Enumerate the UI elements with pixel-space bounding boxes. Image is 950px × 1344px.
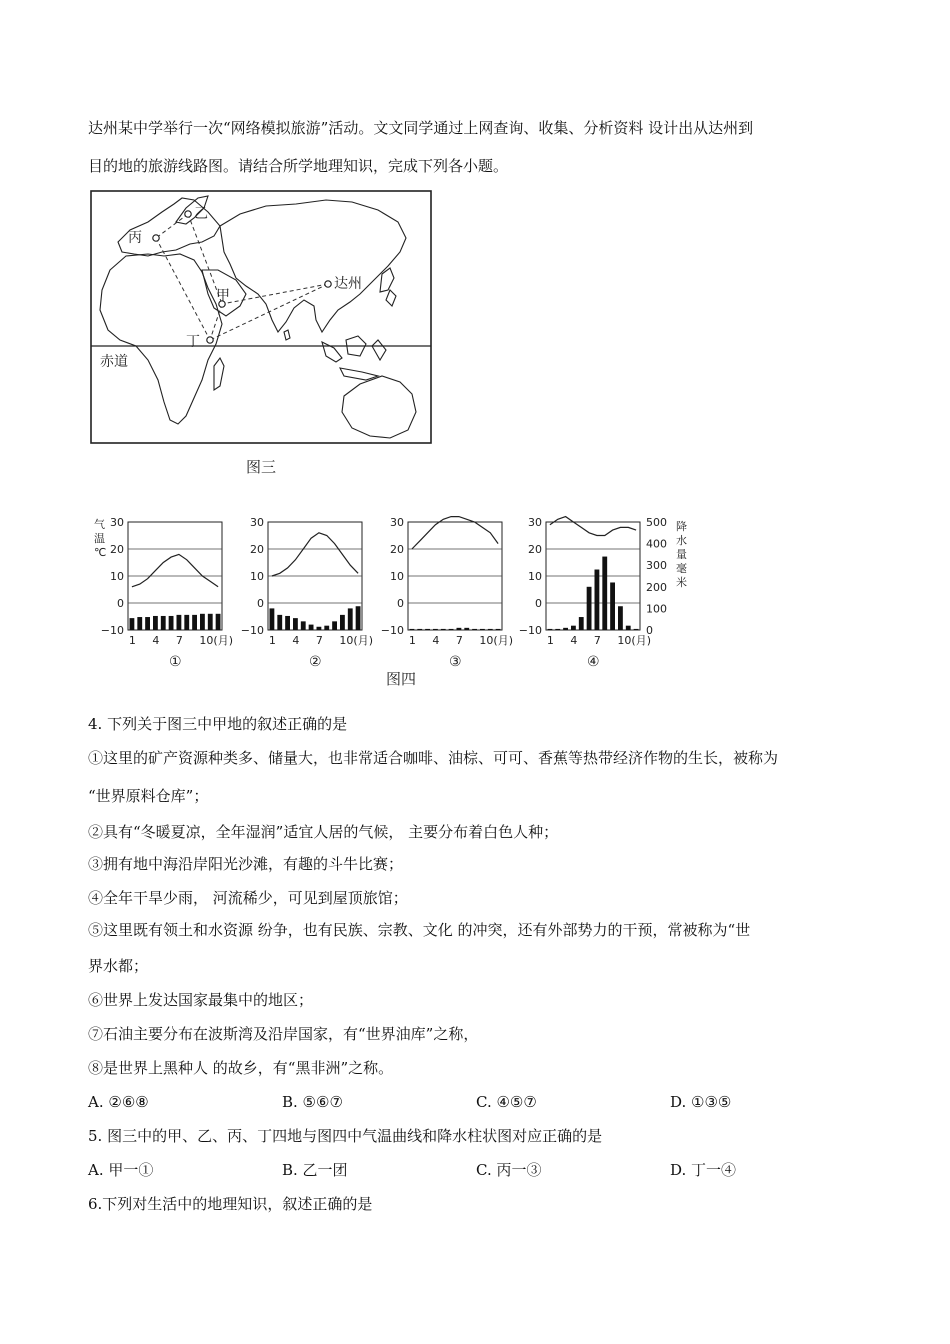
precip-axis-label-char: 降 <box>676 520 687 533</box>
q4-statement-4: ④全年干旱少雨， 河流稀少，可见到屋顶旅馆； <box>88 889 408 907</box>
precip-bar <box>472 629 477 630</box>
precip-bar <box>340 615 345 630</box>
temp-tick-label: 0 <box>535 597 542 610</box>
temp-tick-label: −10 <box>380 624 404 637</box>
q4-statement-8: ⑧是世界上黑种人 的故乡，有“黑非洲”之称。 <box>88 1059 394 1077</box>
temp-tick-label: 0 <box>257 597 264 610</box>
temp-tick-label: 0 <box>117 597 124 610</box>
month-tick-label: 7 <box>593 634 601 647</box>
precip-bar <box>425 629 430 630</box>
temp-tick-label: 30 <box>250 516 264 529</box>
month-tick-label: 1 <box>408 634 416 647</box>
temp-tick-label: 20 <box>250 543 264 556</box>
month-tick-label: 7 <box>315 634 323 647</box>
q4-statement-6: ⑥世界上发达国家最集中的地区； <box>88 991 314 1009</box>
precip-bar <box>449 629 454 630</box>
precip-bar <box>184 615 189 630</box>
q5-option-b[interactable]: B. 乙一团 <box>282 1161 348 1179</box>
temp-tick-label: 20 <box>390 543 404 556</box>
map-caption: 图三 <box>246 458 277 476</box>
q4-statement-2: ②具有“冬暖夏凉，全年湿润”适宜人居的气候， 主要分布着白色人种； <box>88 823 559 841</box>
intro-line-1: 达州某中学举行一次“网络模拟旅游”活动。文文同学通过上网查询、收集、分析资料 设计出从达州到 <box>88 119 754 137</box>
label-ding: 丁 <box>186 334 200 350</box>
month-tick-label: 4 <box>152 634 160 647</box>
q4-option-d[interactable]: D. ①③⑤ <box>670 1093 732 1111</box>
label-bing: 丙 <box>128 230 142 246</box>
month-tick-label: 1 <box>546 634 554 647</box>
precip-bar <box>169 616 174 630</box>
precip-bar <box>208 614 213 630</box>
precip-bar <box>301 621 306 630</box>
temp-tick-label: 20 <box>528 543 542 556</box>
precip-bar <box>618 606 623 630</box>
precip-bar <box>634 629 639 630</box>
precip-bar <box>602 557 607 630</box>
precip-bar <box>464 628 469 630</box>
precip-bar <box>293 618 298 630</box>
y-axis-label-char: ℃ <box>94 546 107 559</box>
temp-tick-label: −10 <box>240 624 264 637</box>
q4-statement-1a: ①这里的矿产资源种类多、储量大，也非常适合咖啡、油棕、可可、香蕉等热带经济作物的生长，被称为 <box>88 749 779 767</box>
precip-bar <box>548 629 553 630</box>
temp-tick-label: −10 <box>518 624 542 637</box>
precip-bar <box>216 614 221 630</box>
precip-bar <box>410 629 415 630</box>
label-yi: 乙 <box>194 206 208 222</box>
temperature-curve <box>132 554 218 586</box>
label-jia: 甲 <box>216 288 230 304</box>
location-yi-marker <box>185 211 191 217</box>
precip-bar <box>571 626 576 630</box>
precip-bar <box>348 608 353 630</box>
precip-bar <box>457 628 462 630</box>
temperature-curve <box>412 517 498 549</box>
temp-tick-label: 0 <box>397 597 404 610</box>
month-tick-label: 1 <box>128 634 136 647</box>
panel-label-2: ② <box>309 654 322 668</box>
precip-bar <box>587 587 592 630</box>
precip-bar <box>192 615 197 630</box>
panel-label-3: ③ <box>449 654 462 668</box>
q5-option-d[interactable]: D. 丁一④ <box>670 1161 737 1179</box>
precip-bar <box>309 625 314 630</box>
q4-statement-5a: ⑤这里既有领土和水资源 纷争，也有民族、宗教、文化 的冲突，还有外部势力的干预，常被称为“世 <box>88 921 751 939</box>
precip-bar <box>433 629 438 630</box>
month-tick-label: 7 <box>175 634 183 647</box>
q4-statement-3: ③拥有地中海沿岸阳光沙滩，有趣的斗牛比赛； <box>88 855 404 873</box>
precip-tick-label: 200 <box>646 580 667 594</box>
precip-bar <box>277 615 282 630</box>
q4-option-b[interactable]: B. ⑤⑥⑦ <box>282 1093 343 1111</box>
precip-tick-label: 500 <box>646 516 667 529</box>
intro-line-2: 目的地的旅游线路图。请结合所学地理知识，完成下列各小题。 <box>88 157 509 175</box>
world-map-figure <box>90 190 432 444</box>
y-axis-label-char: 温 <box>94 532 105 545</box>
q4-statement-5b: 界水都； <box>88 957 149 975</box>
precip-tick-label: 0 <box>646 624 653 637</box>
precip-bar <box>417 629 422 630</box>
precip-bar <box>145 617 150 630</box>
temperature-curve <box>272 533 358 576</box>
climate-caption: 图四 <box>386 670 417 688</box>
label-dazhou: 达州 <box>334 276 362 292</box>
location-bing-marker <box>153 235 159 241</box>
temp-tick-label: 10 <box>250 570 264 583</box>
precip-bar <box>177 615 182 630</box>
precip-bar <box>579 617 584 630</box>
month-tick-label: 1 <box>268 634 276 647</box>
precip-bar <box>324 626 329 630</box>
precip-axis-label-char: 毫 <box>676 562 687 575</box>
temperature-curve <box>550 517 636 536</box>
temp-tick-label: 30 <box>110 516 124 529</box>
precip-bar <box>595 570 600 630</box>
panel-label-4: ④ <box>587 654 600 668</box>
climate-charts-figure <box>88 508 728 668</box>
precip-axis-label-char: 量 <box>676 548 687 561</box>
q6-stem: 6.下列对生活中的地理知识，叙述正确的是 <box>88 1195 373 1213</box>
y-axis-label-char: 气 <box>94 518 105 531</box>
precip-bar <box>270 608 275 630</box>
location-ding-marker <box>207 337 213 343</box>
temp-tick-label: −10 <box>100 624 124 637</box>
q4-option-a[interactable]: A. ②⑥⑧ <box>88 1093 149 1111</box>
precip-bar <box>137 617 142 630</box>
precip-bar <box>161 616 166 630</box>
precip-bar <box>626 626 631 630</box>
month-tick-label: 10(月) <box>339 634 374 647</box>
precip-axis-label-char: 水 <box>676 534 687 547</box>
q4-statement-7: ⑦石油主要分布在波斯湾及沿岸国家，有“世界油库”之称， <box>88 1025 479 1043</box>
q4-stem: 4. 下列关于图三中甲地的叙述正确的是 <box>88 715 348 733</box>
month-tick-label: 4 <box>570 634 578 647</box>
precip-bar <box>488 629 493 630</box>
precip-tick-label: 300 <box>646 559 667 573</box>
panel-label-1: ① <box>169 654 182 668</box>
precip-bar <box>200 614 205 630</box>
q5-option-a[interactable]: A. 甲一① <box>88 1161 154 1179</box>
precip-bar <box>356 606 361 630</box>
month-tick-label: 10(月) <box>199 634 234 647</box>
precip-bar <box>496 629 501 630</box>
temp-tick-label: 10 <box>110 570 124 583</box>
precip-tick-label: 400 <box>646 537 667 551</box>
temp-tick-label: 30 <box>528 516 542 529</box>
location-dazhou-marker <box>325 281 331 287</box>
precip-bar <box>130 618 135 630</box>
precip-bar <box>555 629 560 630</box>
temp-tick-label: 10 <box>390 570 404 583</box>
precip-bar <box>332 621 337 630</box>
precip-bar <box>610 582 615 630</box>
temp-tick-label: 10 <box>528 570 542 583</box>
precip-bar <box>317 627 322 630</box>
month-tick-label: 4 <box>292 634 300 647</box>
label-equator: 赤道 <box>100 354 128 370</box>
precip-tick-label: 100 <box>646 602 667 616</box>
precip-bar <box>563 628 568 630</box>
month-tick-label: 7 <box>455 634 463 647</box>
precip-bar <box>285 616 290 630</box>
month-tick-label: 10(月) <box>617 634 652 647</box>
q4-option-c[interactable]: C. ④⑤⑦ <box>476 1093 537 1111</box>
month-tick-label: 10(月) <box>479 634 514 647</box>
temp-tick-label: 20 <box>110 543 124 556</box>
precip-bar <box>480 629 485 630</box>
q4-statement-1b: “世界原料仓库”； <box>88 787 209 805</box>
q5-stem: 5. 图三中的甲、乙、丙、丁四地与图四中气温曲线和降水柱状图对应正确的是 <box>88 1127 603 1145</box>
precip-bar <box>153 616 158 630</box>
q5-option-c[interactable]: C. 丙一③ <box>476 1161 542 1179</box>
month-tick-label: 4 <box>432 634 440 647</box>
temp-tick-label: 30 <box>390 516 404 529</box>
precip-axis-label-char: 米 <box>676 576 687 589</box>
precip-bar <box>441 629 446 630</box>
